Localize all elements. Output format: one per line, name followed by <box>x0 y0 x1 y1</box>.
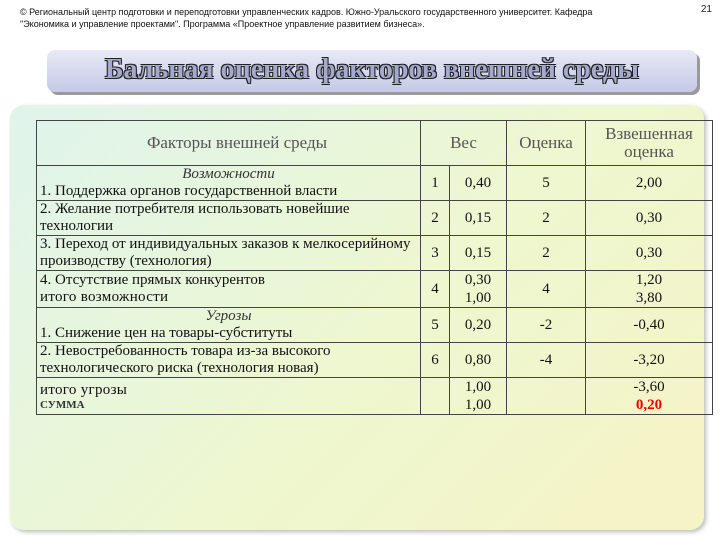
table-row <box>37 308 713 343</box>
weighted-cell <box>586 378 713 415</box>
score-cell: -2 <box>507 308 586 343</box>
threats-total-weight: 1,00 <box>464 379 492 395</box>
threats-total-label: итого угрозы <box>40 381 128 398</box>
weighted-cell: -3,20 <box>586 343 713 378</box>
header-line-2: "Экономика и управление проектами". Программа «Проектное управление развитием бизнеса». <box>20 19 425 29</box>
score-cell: -4 <box>507 343 586 378</box>
factor-label: 2. Невостребованность товара из-за высокого технологического риска (технология новая) <box>37 343 421 378</box>
factor-cell <box>37 378 421 415</box>
table-row <box>37 166 713 201</box>
weighted-cell: 0,30 <box>586 236 713 271</box>
score-cell: 4 <box>507 271 586 308</box>
header-weight: Вес <box>421 121 507 166</box>
opportunities-total-weighted: 3,80 <box>635 290 663 306</box>
factor-label: 3. Переход от индивидуальных заказов к мелкосерийному производству (технология) <box>37 236 421 271</box>
weighted-cell: 0,30 <box>586 201 713 236</box>
weighted-value: 1,20 <box>635 272 663 288</box>
table-row <box>37 271 713 308</box>
table-row <box>37 236 713 271</box>
header-line-1: © Региональный центр подготовки и переподготовки управленческих кадров. Южно-Уральского государственного университет. Кафедра <box>20 7 593 17</box>
factor-label: 1. Поддержка органов государственной власти <box>40 183 338 199</box>
factor-label: 1. Снижение цен на товары-субституты <box>40 325 293 341</box>
weight-cell <box>450 378 507 415</box>
row-number: 4 <box>421 271 450 308</box>
table-row <box>37 343 713 378</box>
header-score: Оценка <box>507 121 586 166</box>
weighted-cell: 2,00 <box>586 166 713 201</box>
section-opportunities: Возможности <box>182 166 275 182</box>
title-banner <box>47 50 697 92</box>
row-number: 6 <box>421 343 450 378</box>
header-weighted-line1: Взвешенная <box>605 124 693 143</box>
weight-cell <box>450 271 507 308</box>
factor-cell <box>37 166 421 201</box>
header-weighted-line2: оценка <box>624 142 674 161</box>
factor-label: 2. Желание потребителя использовать новейшие технологии <box>37 201 421 236</box>
section-threats: Угрозы <box>205 308 252 324</box>
header-weighted <box>586 121 713 166</box>
copyright-header <box>20 6 670 30</box>
factor-table <box>36 120 713 415</box>
row-number: 3 <box>421 236 450 271</box>
row-number: 2 <box>421 201 450 236</box>
weight-value: 0,30 <box>464 272 492 288</box>
score-cell <box>507 378 586 415</box>
sum-weight: 1,00 <box>464 397 492 413</box>
slide-title: Бальная оценка факторов внешней среды <box>105 54 639 85</box>
threats-total-weighted: -3,60 <box>633 379 665 395</box>
weight-cell: 0,20 <box>450 308 507 343</box>
opportunities-total-label: итого возможности <box>40 289 169 305</box>
sum-weighted: 0,20 <box>635 397 663 413</box>
row-number: 1 <box>421 166 450 201</box>
weight-cell: 0,15 <box>450 236 507 271</box>
score-cell: 2 <box>507 236 586 271</box>
row-number: 5 <box>421 308 450 343</box>
factor-cell <box>37 271 421 308</box>
header-factors: Факторы внешней среды <box>37 121 421 166</box>
score-cell: 2 <box>507 201 586 236</box>
sum-label: СУММА <box>40 398 85 411</box>
weight-cell: 0,80 <box>450 343 507 378</box>
factor-label: 4. Отсутствие прямых конкурентов <box>40 272 265 288</box>
table-header-row <box>37 121 713 166</box>
table-row <box>37 201 713 236</box>
table-row <box>37 378 713 415</box>
weighted-cell <box>586 271 713 308</box>
weight-cell: 0,15 <box>450 201 507 236</box>
page-number: 21 <box>700 4 712 15</box>
score-cell: 5 <box>507 166 586 201</box>
factor-cell <box>37 308 421 343</box>
opportunities-total-weight: 1,00 <box>464 290 492 306</box>
weighted-cell: -0,40 <box>586 308 713 343</box>
weight-cell: 0,40 <box>450 166 507 201</box>
row-number <box>421 378 450 415</box>
